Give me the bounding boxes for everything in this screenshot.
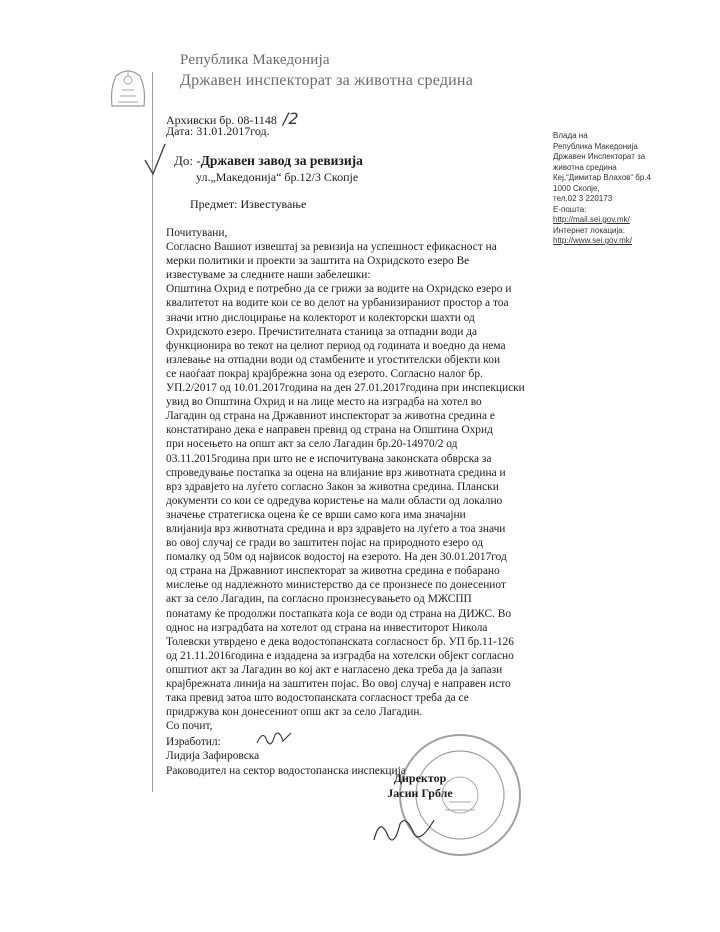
contact-line: животна средина: [553, 162, 617, 172]
body-line: при носењето на општ акт за село Лагадин бр.20-14970/2 од: [166, 438, 458, 451]
body-line: значење стратегиска оцена ќе се врши само кога има значајни: [166, 508, 466, 521]
contact-line: Кеј,“Димитар Влахов“ бр.4: [553, 173, 651, 182]
contact-line: 1000 Скопје,: [553, 183, 600, 193]
contact-line: Е-пошта:: [553, 204, 587, 214]
body-line: врз здравјето на луѓето согласно Закон за животна средина. Плански: [166, 480, 499, 493]
contact-block: [553, 131, 688, 247]
body-line: понатаму ќе продолжи постапката која се води од страна на ДИЖС. Во: [166, 607, 512, 620]
letter-body: [166, 226, 525, 778]
handwritten-check-mark: [141, 140, 169, 180]
header-inspectorate: Државен инспекторат за животна средина: [180, 72, 473, 89]
body-line: влијанија врз животната средина и врз здравјето на луѓето а тоа значи: [166, 522, 506, 535]
body-line: констатирано дека е направен превид од страна на Општина Охрид: [166, 424, 493, 437]
body-line: од 21.11.2016година е издадена за изградба на хотелски објект согласно: [166, 649, 514, 662]
document-date: Дата: 31.01.2017год.: [166, 124, 270, 138]
director-signature-scribble: [370, 810, 440, 850]
body-line: документи со кои се одредува користење на мали области од локално: [166, 494, 503, 507]
body-line: увид во Општина Охрид и на лице место на изградба на хотел во: [166, 396, 482, 409]
body-line: квалитетот на водите кои се во делот на урбанизираниот простор а тоа: [166, 297, 509, 310]
body-line: Охридското езеро. Пречистителната станица за отпадни води да: [166, 325, 478, 338]
body-line: така превид затоа што водостопанската согласност треба да се: [166, 692, 469, 705]
author-signature-scribble: [255, 727, 295, 749]
body-line: помалку од 50м од највисок водостој на езерото. На ден 30.01.2017год: [166, 551, 507, 564]
contact-line: тел.02 3 220173: [553, 194, 613, 203]
addressee-name: Државен завод за ревизија: [200, 153, 363, 168]
body-line: Општина Охрид е потребно да се грижи за водите на Охридско езеро и: [166, 283, 512, 296]
body-line: се наоѓаат покрај крајбрежна зона од езерото. Согласно налог бр.: [166, 367, 483, 380]
archive-label: Архивски бр. 08-1148: [166, 113, 277, 127]
body-line: придржува кон донесениот опш акт за село Лагадин.: [166, 706, 423, 719]
signature-block: [380, 771, 460, 801]
body-line: мислење од надлежното министерство да се произнесе по донесениот: [166, 579, 506, 592]
body-line: УП.2/2017 од 10.01.2017година на ден 27.01.2017година при инспекциски: [166, 382, 525, 395]
body-line: Согласно Вашиот извештај за ревизија на успешност ефикасност на: [166, 241, 497, 254]
email-link[interactable]: http://mail.sei.gov.mk/: [553, 215, 630, 224]
subject-line: Предмет: Известување: [190, 197, 307, 211]
contact-line: Влада на: [553, 131, 588, 140]
contact-line: Република Македонија: [553, 141, 638, 151]
prepared-label: Изработил:: [166, 736, 221, 749]
body-line: мерки политики и проекти за заштита на Охридското езеро Ве: [166, 255, 470, 268]
body-line: акт за село Лагадин, па согласно произнесувањето од МЖСПП: [166, 593, 472, 606]
contact-line: Државен Инспекторат за: [553, 152, 646, 161]
body-line: од страна на Државниот инспекторат за животна средина е побарано: [166, 565, 500, 578]
body-line: значи итно дислоцирање на колекторот и колекторски шахти од: [166, 311, 475, 324]
body-line: известуваме за следните наши забелешки:: [166, 269, 371, 282]
body-line: Лагадин од страна на Државниот инспекторат за животна средина е: [166, 410, 495, 423]
body-line: крајбрежната линија на заштитен појас. Во овој случај е направен исто: [166, 678, 511, 690]
body-line: функционира во текот на целиот период од годината и воедно да нема: [166, 339, 506, 352]
greeting: Почитувани,: [166, 227, 228, 239]
body-line: општиот акт за Лагадин во кој акт е нагласено дека треба да ја запази: [166, 663, 503, 676]
addressee-prefix: До: -: [174, 153, 201, 168]
body-line: Толевски утврдено е дека водостопанската согласност бр. УП бр.11-126: [166, 635, 514, 648]
signature-title: Директор: [393, 771, 447, 785]
addressee-line: [174, 153, 363, 169]
web-link[interactable]: http://www.sei.gov.mk/: [553, 236, 632, 245]
body-line: однос на изградбата на хотелот од страна на инвеститорот Никола: [166, 621, 488, 634]
body-paragraph: [166, 240, 525, 719]
body-line: во овој случај се гради во заштитен појас на природното езеро од: [166, 537, 484, 550]
author-name: Лидија Зафировска: [166, 750, 260, 763]
signature-name: Јасин Грбле: [387, 786, 453, 800]
body-line: 03.11.2015година при што не е испочитувана законската обврска за: [166, 452, 492, 465]
body-line: излевање на отпадни води од стамбените и угостителски објекти кои: [166, 353, 501, 366]
addressee-address: ул.„Македонија“ бр.12/3 Скопје: [196, 170, 359, 184]
header-republic: Република Македонија: [180, 52, 330, 68]
web-label: Интернет локација:: [553, 225, 625, 235]
author-title: Раководител на сектор водостопанска инспекција: [166, 764, 406, 777]
archive-handwritten: /2: [282, 109, 299, 128]
body-line: спроведување постапка за оцена на влијание врз животната средина и: [166, 466, 506, 479]
coat-of-arms-emblem: [108, 62, 148, 112]
closing: Со почит,: [166, 720, 213, 733]
